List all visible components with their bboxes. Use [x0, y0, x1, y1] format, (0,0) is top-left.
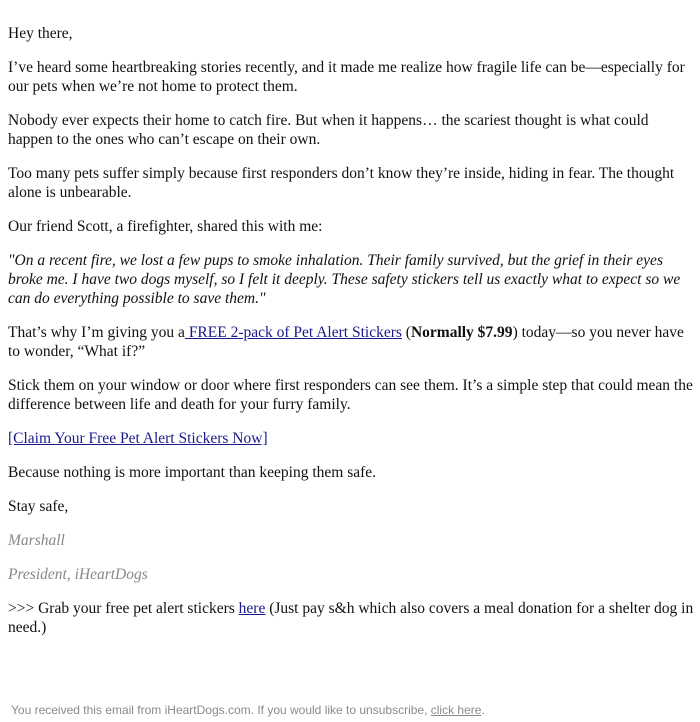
offer-suffix: ) today—so you never have to wonder, “What if?” — [8, 324, 684, 360]
footer-text: You received this email from iHeartDogs.com. If you would like to unsubscribe, — [11, 703, 431, 717]
unsubscribe-footer — [11, 703, 485, 718]
placement-paragraph: Stick them on your window or door where first responders can see them. It’s a simple step that could mean the difference between life and death for your furry family. — [8, 377, 693, 413]
claim-stickers-link[interactable]: [Claim Your Free Pet Alert Stickers Now] — [8, 430, 268, 447]
closing-paragraph: Because nothing is more important than keeping them safe. — [8, 464, 377, 481]
footer-end: . — [481, 703, 485, 717]
firefighter-quote: "On a recent fire, we lost a few pups to smoke inhalation. Their family survived, but the grief in their eyes broke me. I have two dogs myself, so I felt it deeply. These safety stickers tell us exactly what to expect so we can do everything possible to save them." — [8, 252, 681, 307]
ps-suffix: (Just pay s&h which also covers a meal donation for a shelter dog in need.) — [8, 600, 694, 636]
signature-title: President, iHeartDogs — [8, 566, 148, 583]
signature-name: Marshall — [8, 532, 65, 549]
intro-paragraph: I’ve heard some heartbreaking stories recently, and it made me realize how fragile life can be—especially for our pets when we’re not home to protect them. — [8, 59, 685, 95]
ps-paragraph — [8, 599, 694, 637]
scott-intro-paragraph: Our friend Scott, a firefighter, shared this with me: — [8, 218, 323, 235]
normal-price: Normally $7.99 — [410, 324, 513, 341]
ps-prefix: >>> Grab your free pet alert stickers — [8, 600, 239, 617]
here-link[interactable]: here — [238, 600, 266, 617]
email-body — [8, 24, 694, 652]
offer-paren-open: ( — [401, 324, 411, 341]
unsubscribe-link[interactable]: click here — [430, 703, 482, 717]
fire-paragraph: Nobody ever expects their home to catch fire. But when it happens… the scariest thought is what could happen to the ones who can’t escape on their own. — [8, 112, 649, 148]
offer-prefix: That’s why I’m giving you a — [8, 324, 185, 341]
responders-paragraph: Too many pets suffer simply because first responders don’t know they’re inside, hiding in fear. The thought alone is unbearable. — [8, 165, 675, 201]
greeting: Hey there, — [8, 25, 73, 42]
cta-paragraph — [8, 429, 694, 448]
offer-paragraph — [8, 323, 694, 361]
signoff: Stay safe, — [8, 498, 69, 515]
free-stickers-link[interactable]: FREE 2-pack of Pet Alert Stickers — [184, 324, 402, 341]
